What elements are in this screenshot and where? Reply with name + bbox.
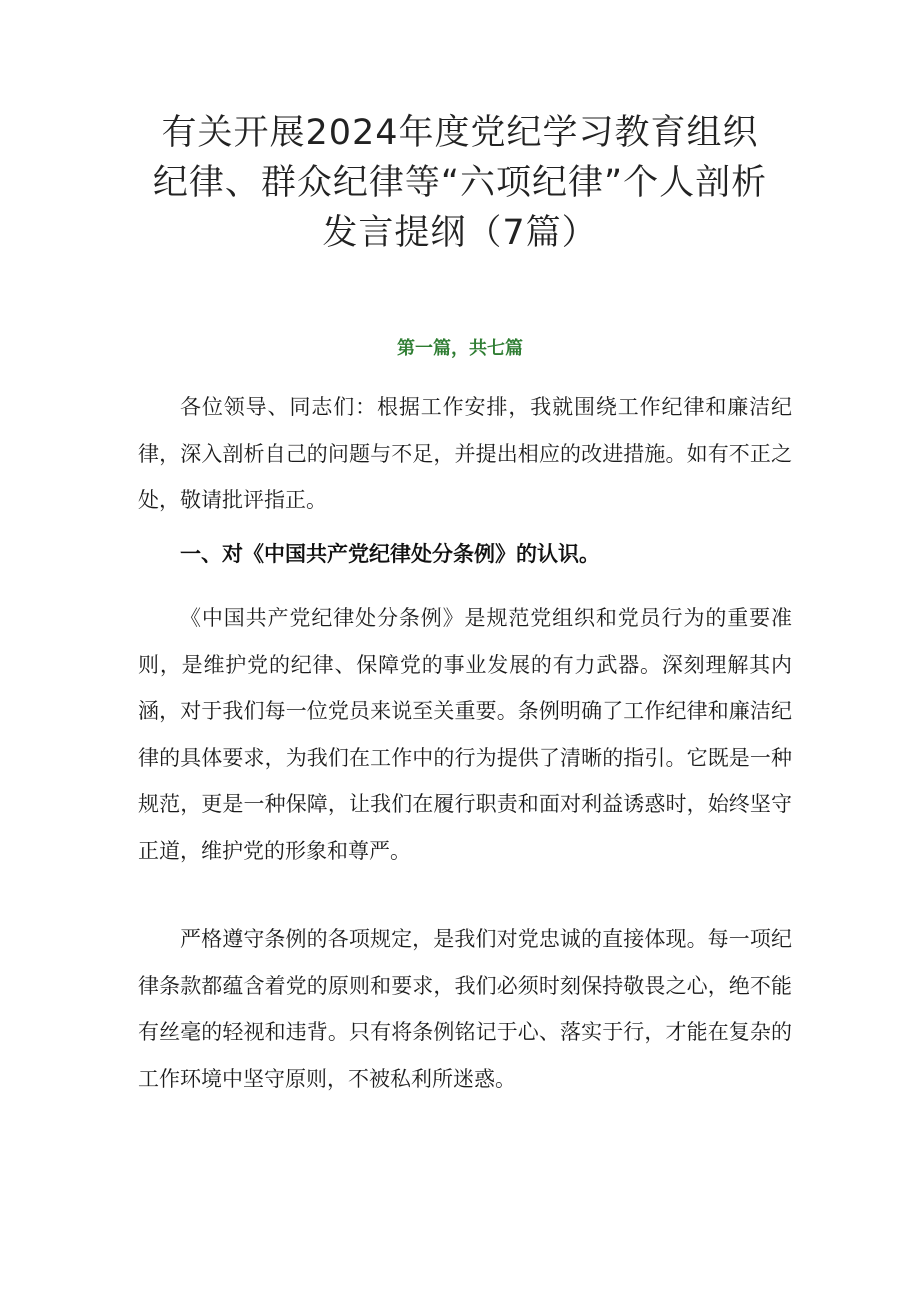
body-paragraph: 严格遵守条例的各项规定，是我们对党忠诚的直接体现。每一项纪律条款都蕴含着党的原则和要求，我们必须时刻保持敬畏之心，绝不能有丝毫的轻视和违背。只有将条例铭记于心、落实于行，才能在复杂的工作环境中坚守原则，不被私利所迷惑。 (138, 927, 792, 1091)
section-marker: 第一篇，共七篇 (397, 338, 523, 359)
section-heading: 一、对《中国共产党纪律处分条例》的认识。 (180, 542, 600, 566)
document-title: 有关开展2024年度党纪学习教育组织纪律、群众纪律等“六项纪律”个人剖析发言提纲（7篇） (152, 113, 768, 253)
body-paragraph: 《中国共产党纪律处分条例》是规范党组织和党员行为的重要准则，是维护党的纪律、保障党的事业发展的有力武器。深刻理解其内涵，对于我们每一位党员来说至关重要。条例明确了工作纪律和廉洁纪律的具体要求，为我们在工作中的行为提供了清晰的指引。它既是一种规范，更是一种保障，让我们在履行职责和面对利益诱惑时，始终坚守正道，维护党的形象和尊严。 (138, 606, 792, 863)
intro-paragraph: 各位领导、同志们：根据工作安排，我就围绕工作纪律和廉洁纪律，深入剖析自己的问题与不足，并提出相应的改进措施。如有不正之处，敬请批评指正。 (138, 395, 792, 512)
